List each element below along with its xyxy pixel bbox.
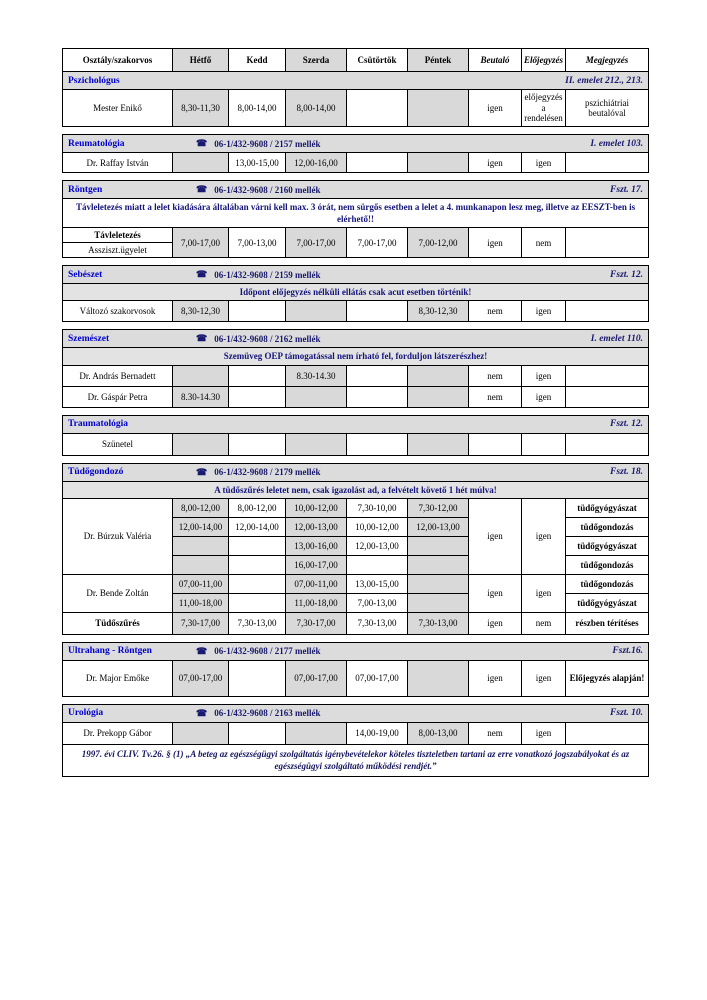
cell: 12,00-14,00 [173, 517, 229, 536]
section-tudogondozo [62, 463, 649, 635]
provider-cell: Szünetel [63, 433, 173, 455]
section-header-cell [63, 266, 649, 284]
cell: igen [522, 365, 566, 386]
cell: 8,00-13,00 [408, 722, 469, 744]
cell: igen [469, 612, 522, 634]
column-header: Megjegyzés [566, 49, 649, 72]
cell: igen [522, 386, 566, 407]
provider-cell: Változó szakorvosok [63, 301, 173, 322]
table-row [63, 228, 649, 243]
column-header: Szerda [286, 49, 347, 72]
cell [229, 555, 286, 574]
cell [566, 722, 649, 744]
section-header-content [68, 708, 643, 719]
cell: 8.30-14.30 [173, 386, 229, 407]
section-header-cell [63, 415, 649, 433]
cell [566, 228, 649, 258]
phone-number: 06-1/432-9608 / 2160 mellék [214, 184, 321, 195]
cell: 12,00-14,00 [229, 517, 286, 536]
cell [347, 433, 408, 455]
cell: tüdőgyógyászat [566, 536, 649, 555]
cell: pszichiátriai beutalóval [566, 90, 649, 127]
section-header-cell [63, 135, 649, 153]
section-header-row [63, 135, 649, 153]
section-header-content [68, 269, 643, 280]
cell: 10,00-12,00 [286, 498, 347, 517]
cell [408, 433, 469, 455]
table-row [63, 612, 649, 634]
provider-cell: Dr. Raffay István [63, 153, 173, 173]
cell: 8,30-12,30 [173, 301, 229, 322]
cell: 8,00-12,00 [229, 498, 286, 517]
provider-cell: Dr. András Bernadett [63, 365, 173, 386]
schedule-document [62, 48, 648, 784]
cell [286, 722, 347, 744]
phone-number: 06-1/432-9608 / 2162 mellék [214, 333, 321, 344]
section-name: Ultrahang - Röntgen [68, 646, 152, 657]
cell: 7,00-17,00 [173, 228, 229, 258]
table-row [63, 90, 649, 127]
cell [347, 365, 408, 386]
cell: 12,00-16,00 [286, 153, 347, 173]
table-row [63, 433, 649, 455]
cell: tüdőgondozás [566, 574, 649, 593]
section-name: Traumatológia [68, 419, 128, 430]
section-header-content [68, 333, 643, 344]
cell: igen [522, 301, 566, 322]
cell: 12,00-13,00 [347, 536, 408, 555]
provider-cell: Dr. Prekopp Gábor [63, 722, 173, 744]
cell: 7,30-13,00 [408, 612, 469, 634]
cell: 8,00-14,00 [229, 90, 286, 127]
section-name: Sebészet [68, 269, 103, 280]
cell: 7,00-17,00 [347, 228, 408, 258]
phone-icon: ☎ [196, 707, 208, 718]
cell: 07,00-11,00 [286, 574, 347, 593]
cell [347, 386, 408, 407]
provider-cell: Dr. Bende Zoltán [63, 574, 173, 612]
cell: 11,00-18,00 [286, 593, 347, 612]
cell: nem [522, 612, 566, 634]
provider-cell: Dr. Major Emőke [63, 660, 173, 696]
cell: 7,30-17,00 [173, 612, 229, 634]
cell [229, 386, 286, 407]
cell: 07,00-17,00 [173, 660, 229, 696]
section-name: Urológia [68, 708, 104, 719]
cell [566, 386, 649, 407]
cell [229, 365, 286, 386]
law-footer-row [63, 744, 649, 776]
section-header-row [63, 642, 649, 660]
cell [286, 386, 347, 407]
note-row [63, 284, 649, 301]
phone-icon: ☎ [196, 138, 208, 148]
note-row [63, 199, 649, 228]
section-name: Szemészet [68, 333, 110, 344]
cell: 7,30-12,00 [408, 498, 469, 517]
cell [229, 660, 286, 696]
cell [522, 433, 566, 455]
cell: 14,00-19,00 [347, 722, 408, 744]
section-header-content [68, 138, 643, 149]
section-location: Fszt. 17. [610, 184, 644, 195]
cell: 8,30-11,30 [173, 90, 229, 127]
section-location: Fszt. 18. [610, 467, 644, 478]
section-pszichologus [62, 48, 649, 127]
cell: 11,00-18,00 [173, 593, 229, 612]
section-header-cell [63, 330, 649, 348]
cell: igen [469, 228, 522, 258]
section-location: II. emelet 212., 213. [565, 75, 643, 86]
section-phone [196, 138, 320, 149]
cell: igen [522, 722, 566, 744]
provider-cell: Tüdőszűrés [63, 612, 173, 634]
provider-cell: Mester Enikő [63, 90, 173, 127]
column-header: Kedd [229, 49, 286, 72]
section-name: Tüdőgondozó [68, 467, 124, 478]
cell: 8,30-12,30 [408, 301, 469, 322]
cell: 12,00-13,00 [408, 517, 469, 536]
cell: nem [469, 301, 522, 322]
section-header-cell [63, 463, 649, 481]
cell [408, 90, 469, 127]
column-header: Előjegyzés [522, 49, 566, 72]
note-row [63, 481, 649, 498]
cell: 7,30-13,00 [347, 612, 408, 634]
table-row [63, 153, 649, 173]
phone-icon: ☎ [196, 333, 208, 344]
section-phone [196, 646, 320, 657]
cell [408, 365, 469, 386]
cell: Előjegyzés alapján! [566, 660, 649, 696]
cell: igen [469, 660, 522, 696]
section-szemeszet [62, 329, 649, 407]
cell [469, 433, 522, 455]
cell: 13,00-15,00 [229, 153, 286, 173]
cell: részben térítéses [566, 612, 649, 634]
section-header-cell [63, 704, 649, 722]
cell [173, 365, 229, 386]
section-header-row [63, 330, 649, 348]
cell [286, 433, 347, 455]
cell [173, 536, 229, 555]
cell [566, 301, 649, 322]
phone-number: 06-1/432-9608 / 2179 mellék [214, 467, 321, 478]
cell: nem [469, 386, 522, 407]
section-location: Fszt. 12. [610, 419, 644, 430]
cell: 7,30-13,00 [229, 612, 286, 634]
cell [286, 301, 347, 322]
cell: 16,00-17,00 [286, 555, 347, 574]
law-footer: 1997. évi CLIV. Tv.26. § (1) „A beteg az egészségügyi szolgáltatás igénybevételekor köteles tiszteletben tartani az erre vonatkozó jogszabályokat és az egészségügyi szolgáltató működési rendjét.” [63, 744, 649, 776]
cell [229, 574, 286, 593]
cell: 8,00-14,00 [286, 90, 347, 127]
phone-number: 06-1/432-9608 / 2159 mellék [214, 269, 321, 280]
phone-number: 06-1/432-9608 / 2157 mellék [214, 138, 321, 149]
cell [408, 555, 469, 574]
cell: igen [469, 153, 522, 173]
table-row [63, 386, 649, 407]
cell: 13,00-16,00 [286, 536, 347, 555]
section-phone [196, 467, 320, 478]
section-phone [196, 333, 320, 344]
cell: 07,00-11,00 [173, 574, 229, 593]
section-phone [196, 708, 320, 719]
cell: igen [522, 574, 566, 612]
column-header-row [63, 49, 649, 72]
section-location: I. emelet 103. [590, 138, 644, 149]
section-ultrahang-rontgen [62, 642, 649, 697]
section-header-content [68, 184, 643, 195]
cell [347, 90, 408, 127]
column-header: Hétfő [173, 49, 229, 72]
section-phone [196, 269, 320, 280]
cell [566, 433, 649, 455]
column-header: Beutaló [469, 49, 522, 72]
cell: 7,00-12,00 [408, 228, 469, 258]
cell [173, 722, 229, 744]
phone-number: 06-1/432-9608 / 2163 mellék [214, 708, 321, 719]
cell: tüdőgyógyászat [566, 593, 649, 612]
cell: 07,00-17,00 [347, 660, 408, 696]
cell [173, 153, 229, 173]
section-header-row [63, 266, 649, 284]
cell [408, 593, 469, 612]
table-row [63, 660, 649, 696]
cell: igen [469, 574, 522, 612]
table-row [63, 498, 649, 517]
section-header-cell [63, 181, 649, 199]
cell: igen [469, 90, 522, 127]
cell [347, 301, 408, 322]
section-name: Pszichológus [68, 75, 120, 86]
section-sebeszet [62, 265, 649, 322]
cell: igen [522, 153, 566, 173]
cell [173, 555, 229, 574]
section-note: Távleletezés miatt a lelet kiadására általában várni kell max. 3 órát, nem sürgős esetben a lelet a 4. munkanapon lesz meg, illetve az EESZT-ben is elérhető!! [63, 199, 649, 228]
cell: előjegyzés a rendelésen [522, 90, 566, 127]
cell: 8,00-12,00 [173, 498, 229, 517]
cell: 7,30-10,00 [347, 498, 408, 517]
section-header-content [68, 76, 643, 86]
cell [566, 365, 649, 386]
cell [173, 433, 229, 455]
cell: 7,00-13,00 [347, 593, 408, 612]
section-header-content [68, 419, 643, 429]
provider-cell: Dr. Búrzuk Valéria [63, 498, 173, 574]
cell [347, 555, 408, 574]
table-row [63, 365, 649, 386]
section-location: Fszt. 12. [610, 269, 644, 280]
section-reumatologia [62, 134, 649, 173]
phone-icon: ☎ [196, 645, 208, 656]
section-header-row [63, 463, 649, 481]
cell: 12,00-13,00 [286, 517, 347, 536]
cell [408, 536, 469, 555]
cell [347, 153, 408, 173]
cell: 10,00-12,00 [347, 517, 408, 536]
cell [408, 153, 469, 173]
table-row [63, 722, 649, 744]
cell: nem [469, 365, 522, 386]
cell: 13,00-15,00 [347, 574, 408, 593]
cell: nem [469, 722, 522, 744]
cell: igen [522, 498, 566, 574]
table-row [63, 574, 649, 593]
cell: igen [522, 660, 566, 696]
provider-cell: Assziszt.ügyelet [63, 243, 173, 258]
phone-icon: ☎ [196, 466, 208, 477]
cell [566, 153, 649, 173]
section-traumatologia [62, 415, 649, 456]
section-rontgen [62, 180, 649, 258]
section-header-content [68, 467, 643, 478]
section-note: Időpont előjegyzés nélküli ellátás csak acut esetben történik! [63, 284, 649, 301]
section-header-row [63, 704, 649, 722]
cell [229, 536, 286, 555]
column-header: Péntek [408, 49, 469, 72]
cell: 7,30-17,00 [286, 612, 347, 634]
section-name: Röntgen [68, 184, 103, 195]
column-header: Osztály/szakorvos [63, 49, 173, 72]
section-location: Fszt. 10. [610, 708, 644, 719]
cell: nem [522, 228, 566, 258]
cell: 8.30-14.30 [286, 365, 347, 386]
section-header-row [63, 72, 649, 90]
section-header-cell [63, 72, 649, 90]
cell [408, 660, 469, 696]
cell [229, 433, 286, 455]
section-note: Szemüveg OEP támogatással nem írható fel, forduljon látszerészhez! [63, 348, 649, 365]
section-note: A tüdőszűrés leletet nem, csak igazolást ad, a felvételt követő 1 hét múlva! [63, 481, 649, 498]
cell [229, 722, 286, 744]
cell: 7,00-17,00 [286, 228, 347, 258]
cell [408, 574, 469, 593]
cell [229, 593, 286, 612]
provider-cell: Dr. Gáspár Petra [63, 386, 173, 407]
section-header-content [68, 646, 643, 657]
section-header-row [63, 415, 649, 433]
phone-number: 06-1/432-9608 / 2177 mellék [214, 646, 321, 657]
cell [408, 386, 469, 407]
note-row [63, 348, 649, 365]
table-row [63, 301, 649, 322]
column-header: Csütörtök [347, 49, 408, 72]
cell: tüdőgondozás [566, 555, 649, 574]
section-name: Reumatológia [68, 138, 125, 149]
cell: 07,00-17,00 [286, 660, 347, 696]
section-header-row [63, 181, 649, 199]
phone-icon: ☎ [196, 184, 208, 194]
cell [229, 301, 286, 322]
cell: 7,00-13,00 [229, 228, 286, 258]
cell: tüdőgondozás [566, 517, 649, 536]
provider-cell: Távleletezés [63, 228, 173, 243]
section-location: I. emelet 110. [590, 333, 644, 344]
section-header-cell [63, 642, 649, 660]
cell: igen [469, 498, 522, 574]
section-phone [196, 184, 320, 195]
section-location: Fszt.16. [612, 646, 644, 657]
cell: tüdőgyógyászat [566, 498, 649, 517]
phone-icon: ☎ [196, 269, 208, 280]
section-urologia [62, 704, 649, 777]
